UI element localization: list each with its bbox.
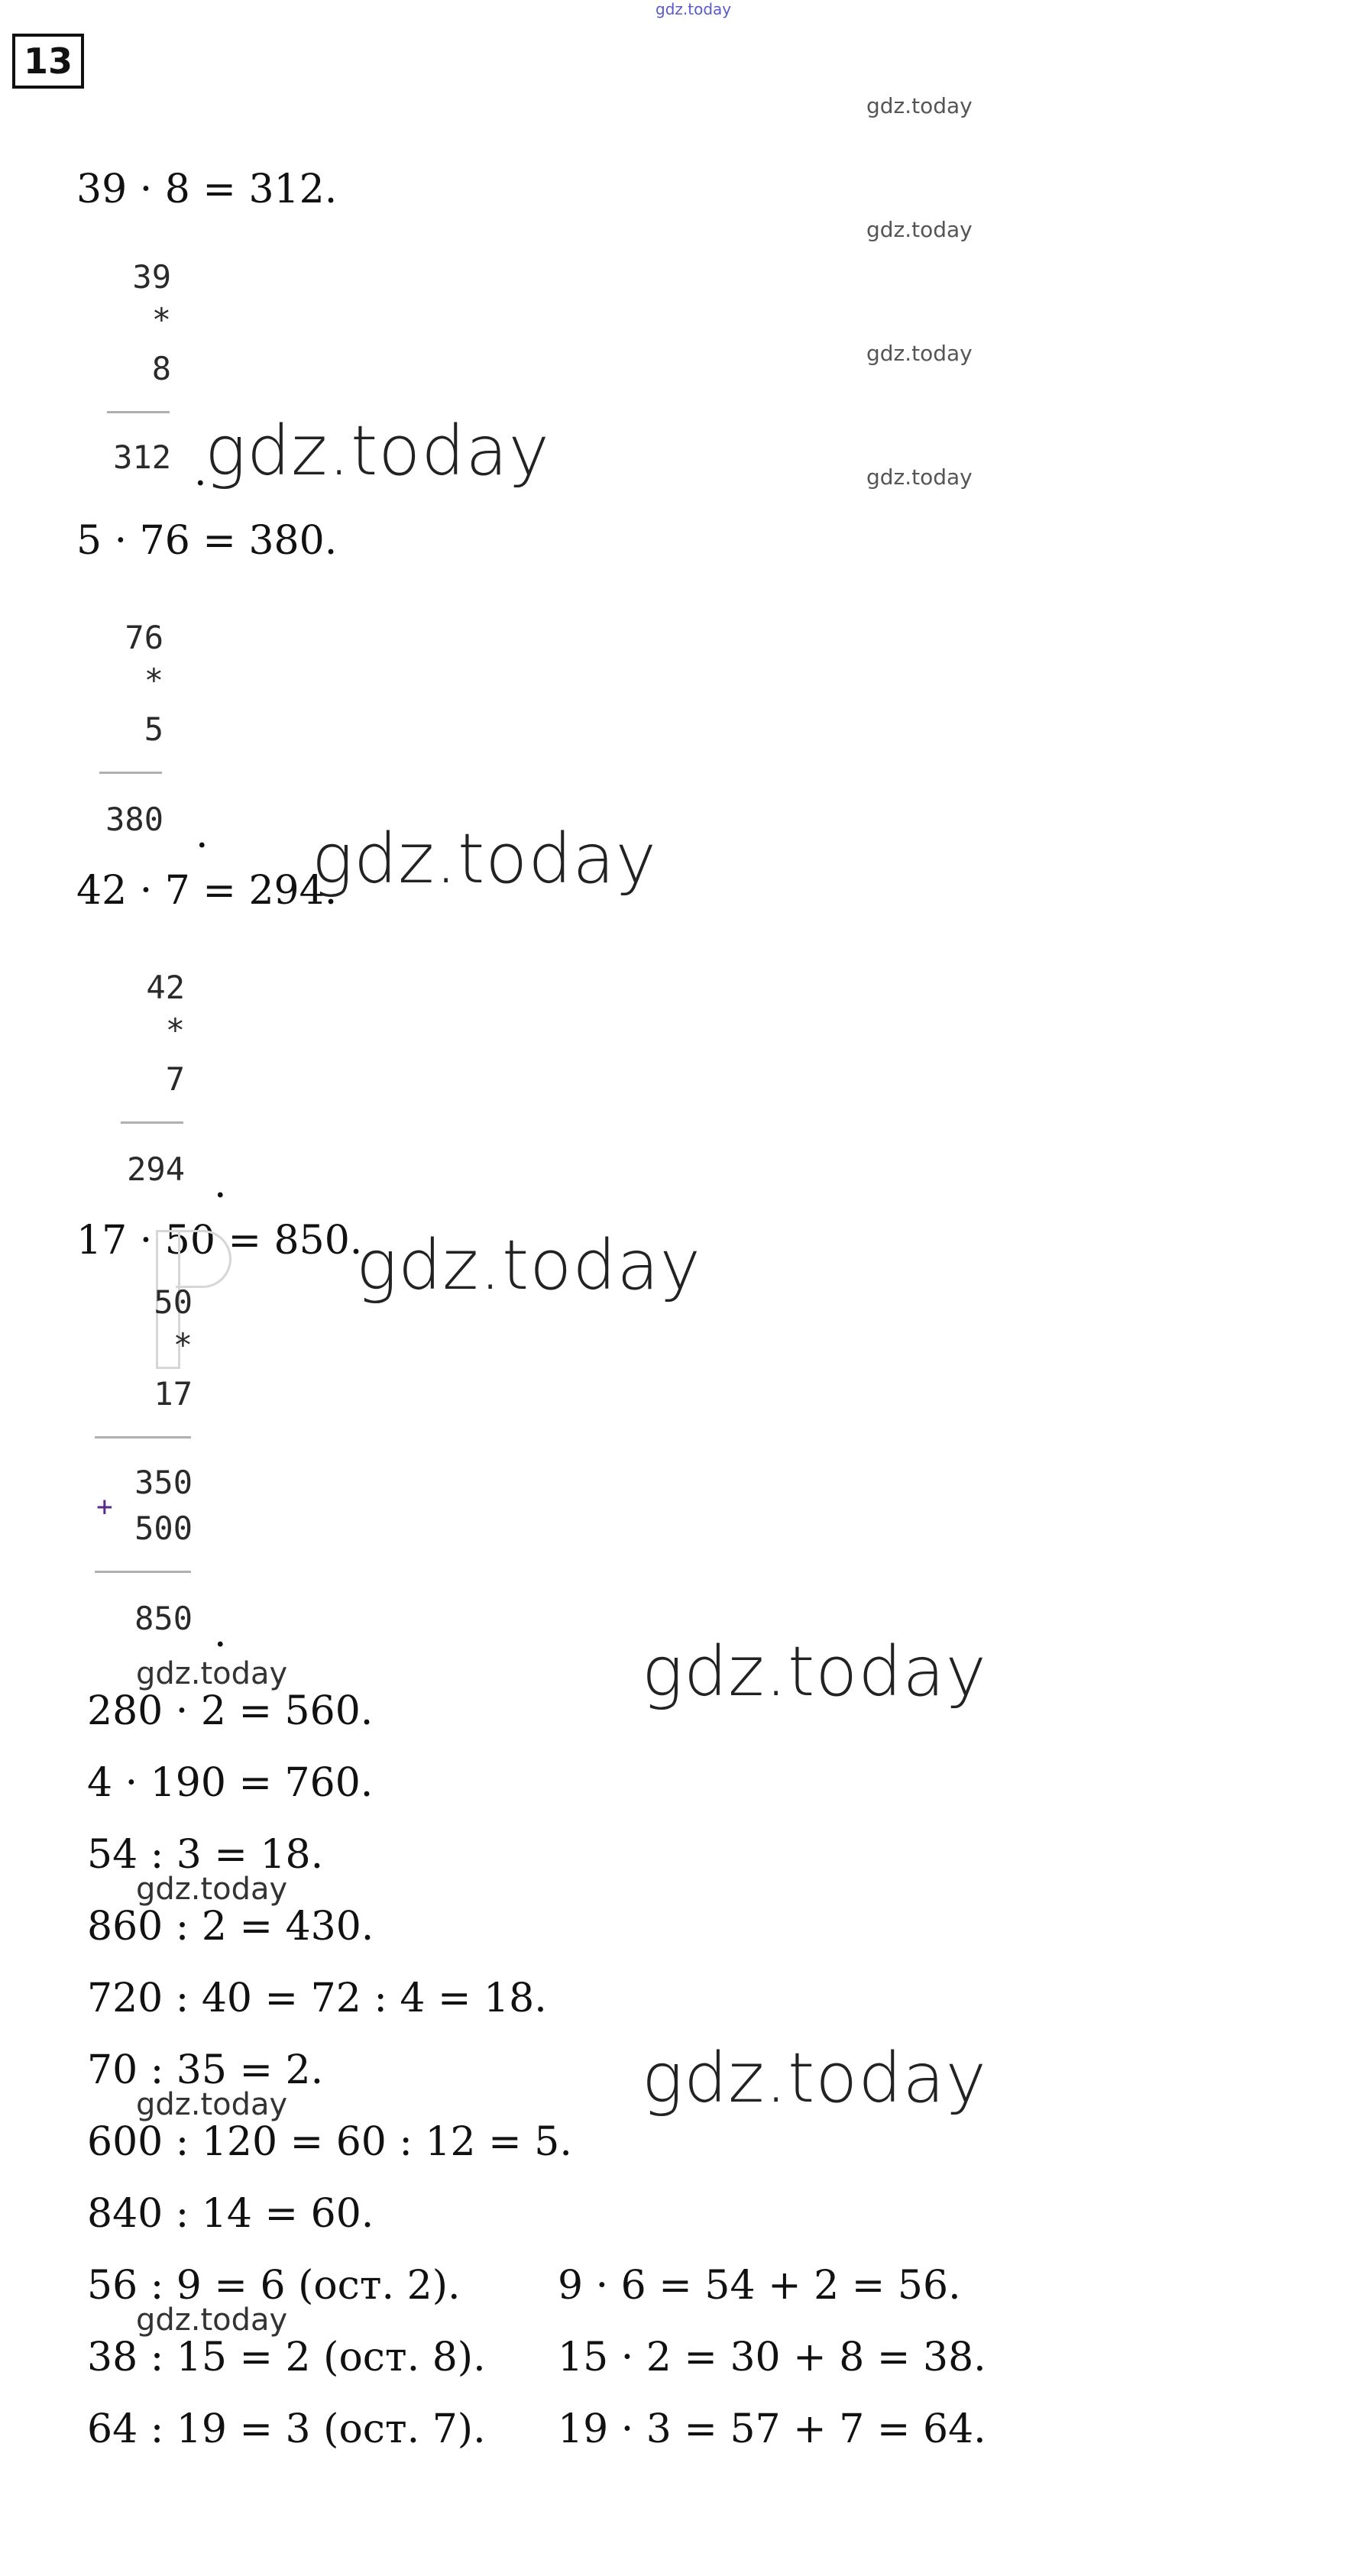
column-bottom-number: 5	[144, 710, 163, 748]
watermark-medium: gdz.today	[136, 2303, 288, 2338]
equation-4x190: 4 · 190 = 760.	[87, 1760, 374, 1806]
equation-600div120: 600 : 120 = 60 : 12 = 5.	[87, 2119, 572, 2165]
equation-check-15x2: 15 · 2 = 30 + 8 = 38.	[558, 2335, 986, 2380]
column-partial-product: 350	[134, 1464, 193, 1501]
column-divider-line	[107, 411, 170, 413]
equation-38div15: 38 : 15 = 2 (ост. 8).	[87, 2335, 486, 2380]
equation-17x50: 17 · 50 = 850.	[76, 1218, 363, 1264]
column-multiply-sign: *	[165, 1011, 185, 1049]
trailing-dot: .	[194, 449, 207, 495]
equation-check-9x6: 9 · 6 = 54 + 2 = 56.	[558, 2263, 961, 2309]
column-partial-product: 500	[134, 1510, 193, 1547]
column-plus-sign: +	[96, 1491, 113, 1523]
equation-840div14: 840 : 14 = 60.	[87, 2191, 374, 2237]
equation-5x76: 5 · 76 = 380.	[76, 518, 338, 564]
watermark-large: gdz.today	[642, 2038, 987, 2118]
column-bottom-number: 8	[151, 350, 171, 387]
column-divider-line	[99, 772, 162, 774]
column-top-number: 39	[132, 258, 171, 296]
trailing-dot: .	[196, 811, 209, 857]
equation-42x7: 42 · 7 = 294.	[76, 868, 338, 914]
watermark-small: gdz.today	[866, 93, 973, 118]
watermark-large: gdz.today	[356, 1225, 701, 1306]
trailing-dot: .	[214, 1610, 227, 1656]
equation-39x8: 39 · 8 = 312.	[76, 167, 338, 212]
watermark-small: gdz.today	[866, 217, 973, 242]
equation-280x2: 280 · 2 = 560.	[87, 1688, 374, 1734]
column-multiply-sign: *	[144, 662, 163, 699]
column-result: 312	[113, 439, 171, 476]
equation-check-19x3: 19 · 3 = 57 + 7 = 64.	[558, 2406, 986, 2452]
watermark-small: gdz.today	[866, 341, 973, 366]
column-bottom-number: 17	[154, 1375, 193, 1413]
column-result: 294	[127, 1150, 185, 1188]
watermark-large: gdz.today	[205, 411, 550, 491]
equation-860div2: 860 : 2 = 430.	[87, 1904, 374, 1950]
equation-720div40: 720 : 40 = 72 : 4 = 18.	[87, 1976, 547, 2021]
problem-number: 13	[12, 34, 84, 89]
watermark-medium: gdz.today	[136, 1872, 288, 1907]
column-result: 850	[134, 1600, 193, 1637]
column-result: 380	[105, 801, 163, 838]
column-bottom-number: 7	[165, 1060, 185, 1098]
column-multiply-sign: *	[151, 301, 171, 338]
column-divider-line	[95, 1571, 191, 1573]
trailing-dot: .	[214, 1161, 227, 1207]
column-divider-line	[95, 1436, 191, 1438]
equation-56div9: 56 : 9 = 6 (ост. 2).	[87, 2263, 461, 2309]
column-multiply-sign: *	[173, 1326, 193, 1364]
watermark-large: gdz.today	[642, 1632, 987, 1712]
equation-70div35: 70 : 35 = 2.	[87, 2047, 324, 2093]
column-top-number: 76	[125, 619, 163, 656]
faint-logo-mark	[176, 1230, 231, 1288]
column-divider-line	[121, 1121, 183, 1124]
watermark-large: gdz.today	[312, 819, 657, 899]
equation-54div3: 54 : 3 = 18.	[87, 1832, 324, 1878]
column-top-number: 50	[154, 1283, 193, 1321]
watermark-small: gdz.today	[866, 464, 973, 490]
equation-64div19: 64 : 19 = 3 (ост. 7).	[87, 2406, 486, 2452]
watermark-top: gdz.today	[655, 0, 732, 18]
watermark-medium: gdz.today	[136, 1656, 288, 1691]
column-top-number: 42	[146, 969, 185, 1006]
watermark-medium: gdz.today	[136, 2087, 288, 2122]
